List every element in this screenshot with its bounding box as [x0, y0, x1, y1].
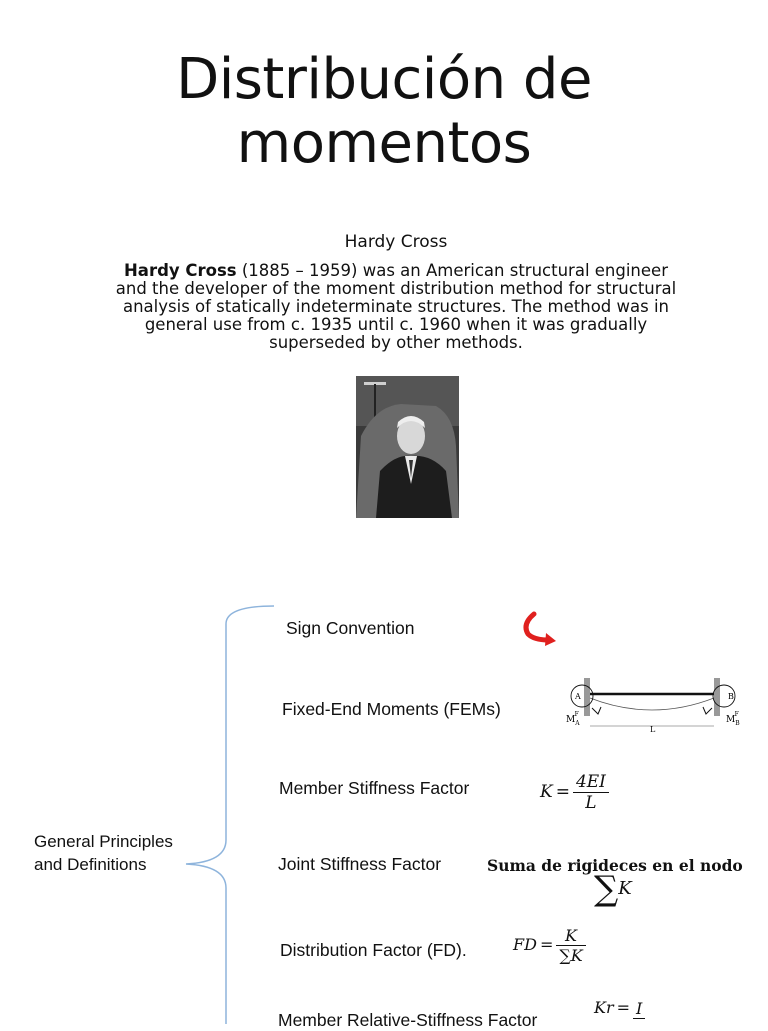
- page-title: [0, 48, 768, 176]
- bio-name: Hardy Cross: [124, 261, 237, 280]
- item-member-relative-stiffness-factor: Member Relative-Stiffness Factor: [278, 1010, 538, 1030]
- item-member-stiffness-factor: Member Stiffness Factor: [279, 778, 470, 798]
- relative-stiffness-formula: Kr = I: [594, 998, 645, 1019]
- joint-sum-formula: ∑K: [594, 869, 632, 909]
- group-label: General Principles and Definitions: [34, 832, 173, 874]
- title-line-2: momentos: [236, 111, 532, 176]
- bio-text: (1885 – 1959) was an American structural engineer and the developer of the moment distribution method for structural analysis of statically indeterminate structures. The method was in general use from c. 1935 until c. 1960 when it was gradually superseded by other methods.: [115, 261, 677, 352]
- moment-a-label: $M_AF$: [566, 711, 580, 727]
- hardy-cross-portrait: [356, 376, 459, 518]
- counterclockwise-arrow-icon: [518, 610, 560, 650]
- title-line-1: Distribución de: [176, 47, 592, 112]
- item-sign-convention: Sign Convention: [286, 618, 415, 638]
- item-joint-stiffness-factor: Joint Stiffness Factor: [278, 854, 442, 874]
- item-fixed-end-moments: Fixed-End Moments (FEMs): [282, 699, 501, 719]
- stiffness-formula: K = $\frac{4EI}{L}$: [540, 772, 609, 813]
- support-a-label: A: [575, 692, 581, 701]
- distribution-formula: FD = $\frac{K}{\sum K}$: [513, 926, 586, 965]
- item-distribution-factor: Distribution Factor (FD).: [280, 940, 467, 960]
- moment-b-label: $M_BF$: [726, 711, 740, 727]
- subtitle: Hardy Cross: [344, 232, 448, 252]
- support-b-label: B: [728, 692, 734, 701]
- joint-stiffness-note: Suma de rigideces en el nodo: [487, 856, 743, 875]
- fixed-beam-diagram: [562, 674, 752, 736]
- bio-paragraph: [110, 262, 682, 352]
- span-label: L: [650, 725, 656, 734]
- group-brace: [150, 600, 280, 1024]
